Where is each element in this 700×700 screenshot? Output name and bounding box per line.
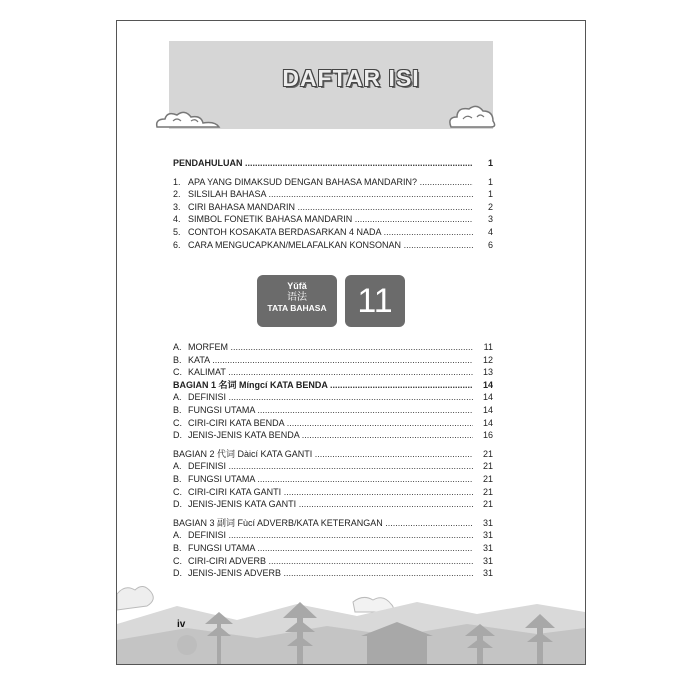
page-title: DAFTAR ISI: [282, 65, 420, 91]
toc-entry: [173, 239, 473, 252]
toc-entry-title: SILSILAH BAHASA: [188, 189, 267, 200]
chapter-label: TATA BAHASA: [267, 303, 327, 313]
toc-entry: [173, 542, 473, 555]
toc-row[interactable]: [173, 341, 493, 354]
toc-page-number: 1: [473, 157, 493, 170]
toc-row[interactable]: [173, 404, 493, 417]
book-page: [116, 20, 586, 665]
toc-row[interactable]: [173, 486, 493, 499]
toc-entry-title: KALIMAT: [188, 367, 226, 378]
toc-row[interactable]: [173, 157, 493, 170]
toc-entry-number: 4.: [173, 214, 181, 225]
toc-entry-title: CIRI-CIRI ADVERB: [188, 555, 267, 566]
toc-entry: [173, 391, 473, 404]
toc-page-number: 14: [473, 404, 493, 417]
toc-entry-number: 1.: [173, 176, 181, 187]
toc-entry-number: C.: [173, 486, 182, 497]
toc-entry-title: FUNGSI UTAMA: [188, 473, 255, 484]
toc-section-row[interactable]: [173, 379, 493, 392]
toc-entry-title: DEFINISI: [188, 530, 227, 541]
toc-row[interactable]: [173, 542, 493, 555]
toc-entry: [173, 188, 473, 201]
toc-page-number: 1: [473, 176, 493, 189]
toc-entry-number: A.: [173, 461, 182, 472]
toc-entry-number: D.: [173, 499, 182, 510]
toc-entry-number: B.: [173, 404, 182, 415]
toc-page-number: 2: [473, 201, 493, 214]
toc-entry: [173, 354, 473, 367]
toc-page-number: 14: [473, 391, 493, 404]
toc-page-number: 21: [473, 486, 493, 499]
cloud-left-icon: [153, 109, 223, 131]
toc-entry: [173, 341, 473, 354]
toc-entry-number: B.: [173, 354, 182, 365]
toc-page-number: 21: [473, 473, 493, 486]
toc-row[interactable]: [173, 201, 493, 214]
toc-entry-number: C.: [173, 555, 182, 566]
toc-row[interactable]: [173, 429, 493, 442]
toc-entry-number: C.: [173, 367, 182, 378]
toc-entry-number: A.: [173, 342, 182, 352]
toc-page-number: 21: [473, 498, 493, 511]
toc-entry-title: FUNGSI UTAMA: [188, 404, 255, 415]
toc-row[interactable]: [173, 460, 493, 473]
toc-page-number: 1: [473, 188, 493, 201]
toc-page-number: 31: [473, 529, 493, 542]
toc-page-number: 31: [473, 542, 493, 555]
toc-section-row[interactable]: [173, 448, 493, 461]
toc-page-number: 12: [473, 354, 493, 367]
toc-row[interactable]: [173, 417, 493, 430]
toc-page-number: 11: [473, 341, 493, 354]
toc-entry: [173, 157, 473, 170]
toc-entry-title: MORFEM: [188, 342, 228, 352]
toc-page-number: 31: [473, 517, 493, 530]
toc-entry: [173, 213, 473, 226]
toc-entry: [173, 473, 473, 486]
toc-entry-number: C.: [173, 417, 182, 428]
toc-entry-title: CONTOH KOSAKATA BERDASARKAN 4 NADA: [188, 226, 382, 237]
toc-page-number: 14: [473, 379, 493, 392]
cloud-right-icon: [447, 103, 497, 131]
toc-entry-title: PENDAHULUAN: [173, 158, 243, 168]
toc-entry-title: JENIS-JENIS KATA GANTI: [188, 499, 297, 510]
toc-row[interactable]: [173, 239, 493, 252]
toc-page-number: 6: [473, 239, 493, 252]
toc-entry: [173, 498, 473, 511]
toc-entry: [173, 176, 473, 189]
toc-page-number: 3: [473, 213, 493, 226]
toc-entry: [173, 460, 473, 473]
toc-row[interactable]: [173, 188, 493, 201]
toc-page-number: 4: [473, 226, 493, 239]
toc-entry-title: KATA: [188, 354, 210, 365]
toc-entry: [173, 448, 473, 461]
toc-entry-number: A.: [173, 392, 182, 403]
toc-entry-number: 2.: [173, 189, 181, 200]
toc-page-number: 14: [473, 417, 493, 430]
toc-entry: [173, 379, 473, 392]
toc-entry-number: 5.: [173, 226, 181, 237]
toc-row[interactable]: [173, 391, 493, 404]
toc-entry-title: FUNGSI UTAMA: [188, 542, 255, 553]
toc-page-number: 31: [473, 567, 493, 580]
toc-page-number: 21: [473, 460, 493, 473]
toc-row[interactable]: [173, 529, 493, 542]
toc-entry: [173, 366, 473, 379]
page-number: iv: [177, 619, 186, 630]
toc-row[interactable]: [173, 176, 493, 189]
toc-row[interactable]: [173, 498, 493, 511]
toc-entry: [173, 429, 473, 442]
toc-entry-title: CIRI BAHASA MANDARIN: [188, 201, 296, 212]
toc-entry-title: CIRI-CIRI KATA GANTI: [188, 486, 282, 497]
toc-entry-title: CIRI-CIRI KATA BENDA: [188, 417, 285, 428]
toc-entry-title: BAGIAN 2 代词 Dàicí KATA GANTI: [173, 448, 313, 459]
toc-intro: [173, 157, 493, 251]
toc-entry-title: JENIS-JENIS KATA BENDA: [188, 430, 300, 441]
toc-section-row[interactable]: [173, 517, 493, 530]
toc-entry-title: BAGIAN 1 名词 Míngcí KATA BENDA: [173, 379, 328, 390]
toc-row[interactable]: [173, 473, 493, 486]
toc-grammar: [173, 341, 493, 580]
toc-entry-title: SIMBOL FONETIK BAHASA MANDARIN: [188, 214, 353, 225]
toc-entry-number: B.: [173, 542, 182, 553]
toc-entry-title: JENIS-JENIS ADVERB: [188, 568, 282, 579]
chapter-label-box: [257, 275, 337, 327]
toc-entry-title: DEFINISI: [188, 392, 227, 403]
toc-entry-title: BAGIAN 3 副词 Fùcí ADVERB/KATA KETERANGAN: [173, 517, 383, 528]
toc-entry-title: DEFINISI: [188, 461, 227, 472]
toc-page-number: 21: [473, 448, 493, 461]
toc-entry-number: D.: [173, 568, 182, 579]
toc-entry: [173, 529, 473, 542]
toc-entry: [173, 417, 473, 430]
toc-entry: [173, 201, 473, 214]
chapter-hanzi: 语法: [287, 292, 307, 303]
toc-page-number: 16: [473, 429, 493, 442]
toc-page-number: 13: [473, 366, 493, 379]
toc-entry-number: A.: [173, 530, 182, 541]
toc-entry-number: D.: [173, 430, 182, 441]
toc-entry-number: 6.: [173, 239, 181, 250]
toc-entry-title: APA YANG DIMAKSUD DENGAN BAHASA MANDARIN?: [188, 176, 418, 187]
toc-entry: [173, 486, 473, 499]
toc-entry: [173, 226, 473, 239]
toc-row[interactable]: [173, 226, 493, 239]
toc-entry-title: CARA MENGUCAPKAN/MELAFALKAN KONSONAN: [188, 239, 402, 250]
toc-entry-number: 3.: [173, 201, 181, 212]
toc-entry: [173, 517, 473, 530]
chapter-pinyin: Yǔfǎ: [287, 281, 307, 291]
toc-row[interactable]: [173, 366, 493, 379]
footer-illustration: [117, 554, 585, 664]
toc-row[interactable]: [173, 213, 493, 226]
toc-entry-number: B.: [173, 473, 182, 484]
toc-row[interactable]: [173, 354, 493, 367]
toc-entry: [173, 404, 473, 417]
chapter-number: 11: [345, 275, 405, 327]
toc-page-number: 31: [473, 555, 493, 568]
